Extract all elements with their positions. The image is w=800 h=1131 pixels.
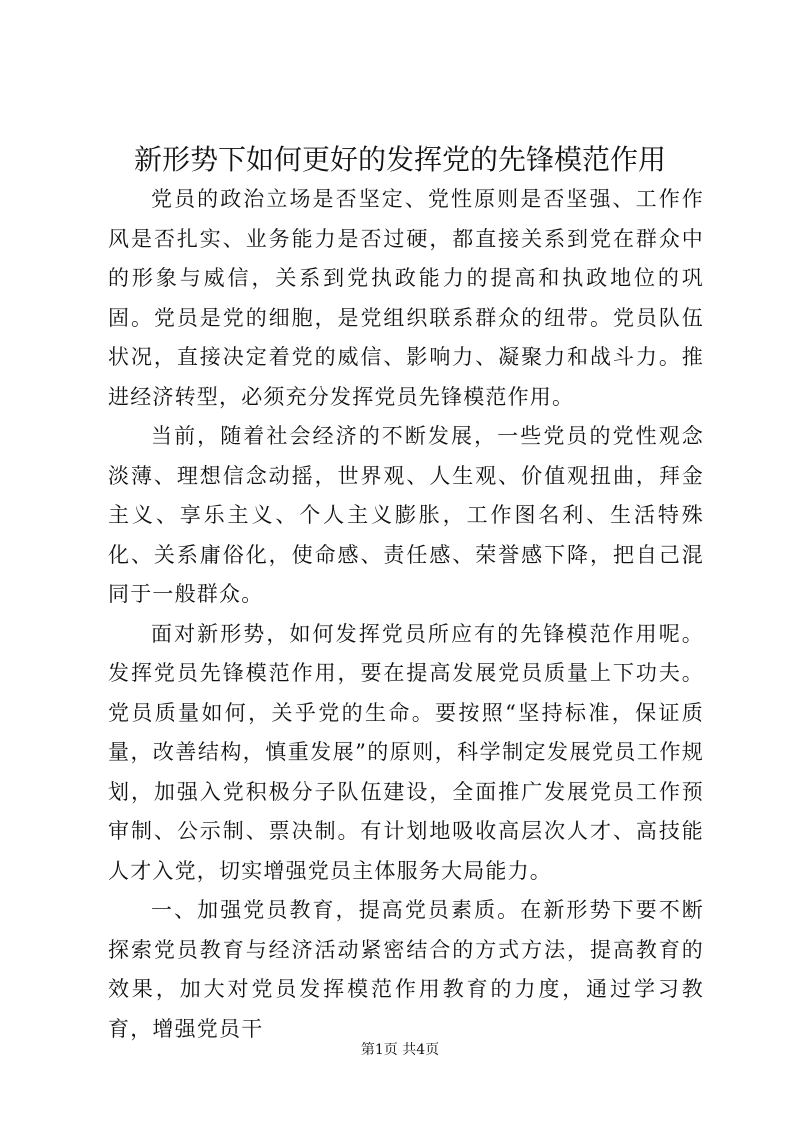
paragraph-4: 一、加强党员教育，提高党员素质。在新形势下要不断探索党员教育与经济活动紧密结合的方式方法，提高教育的效果，加大对党员发挥模范作用教育的力度，通过学习教育，增强党员干 bbox=[108, 898, 704, 1041]
page-number-footer: 第1页 共4页 bbox=[360, 1042, 440, 1058]
paragraph-2: 当前，随着社会经济的不断发展，一些党员的党性观念淡薄、理想信念动摇，世界观、人生观、价值观扭曲，拜金主义、享乐主义、个人主义膨胀，工作图名利、生活特殊化、关系庸俗化，使命感、责任感、荣誉感下降，把自己混同于一般群众。 bbox=[108, 424, 704, 606]
paragraph-1: 党员的政治立场是否坚定、党性原则是否坚强、工作作风是否扎实、业务能力是否过硬，都直接关系到党在群众中的形象与威信，关系到党执政能力的提高和执政地位的巩固。党员是党的细胞，是党组织联系群众的纽带。党员队伍状况，直接决定着党的威信、影响力、凝聚力和战斗力。推进经济转型，必须充分发挥党员先锋模范作用。 bbox=[108, 187, 704, 409]
paragraph-3: 面对新形势，如何发挥党员所应有的先锋模范作用呢。发挥党员先锋模范作用，要在提高发展党员质量上下功夫。党员质量如何，关乎党的生命。要按照“坚持标准，保证质量，改善结构，慎重发展”的原则，科学制定发展党员工作规划，加强入党积极分子队伍建设，全面推广发展党员工作预审制、公示制、票决制。有计划地吸收高层次人才、高技能人才入党，切实增强党员主体服务大局能力。 bbox=[108, 621, 704, 883]
document-body bbox=[108, 180, 704, 1049]
document-title: 新形势下如何更好的发挥党的先锋模范作用 bbox=[133, 143, 666, 176]
